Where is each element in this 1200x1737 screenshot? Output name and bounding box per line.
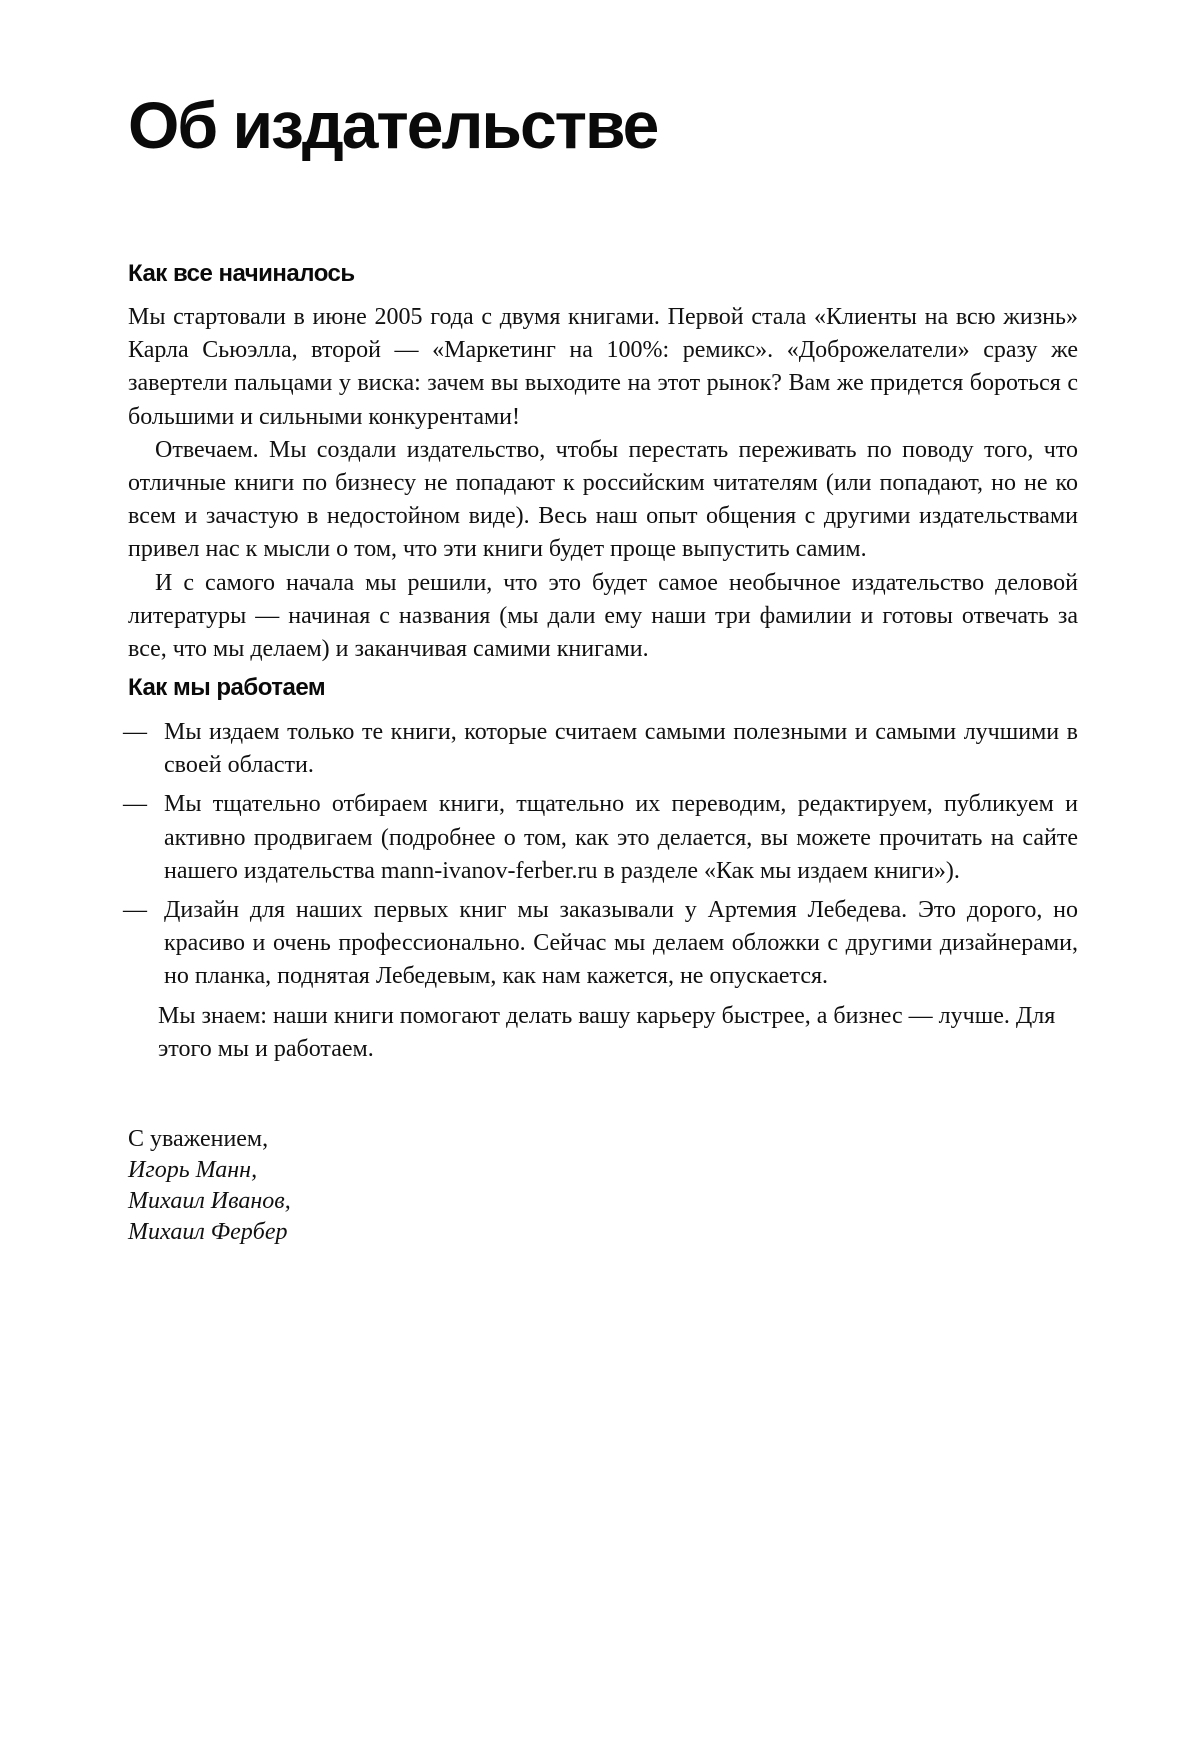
signature-block [128,1124,728,1248]
signature-name: Игорь Манн, [128,1157,258,1183]
closing-paragraph: Мы знаем: наши книги помогают делать вашу карьеру быстрее, а бизнес — лучше. Для этого мы и работаем. [158,1002,1056,1062]
paragraph: И с самого начала мы решили, что это будет самое необычное издательство деловой литературы — начиная с названия (мы дали ему наши три фамилии и готовы отвечать за все, что мы делаем) и заканчивая самими книгами. [128,569,1078,663]
list-item [123,716,1078,782]
page-title: Об издательстве [128,88,658,162]
signature-name: Михаил Фербер [128,1219,288,1245]
dash-bullet: — [123,719,147,745]
dash-bullet: — [123,897,147,924]
section-heading-work: Как мы работаем [128,674,326,701]
list-item [123,788,1078,888]
paragraph: Отвечаем. Мы создали издательство, чтобы перестать переживать по поводу того, что отличные книги по бизнесу не попадают к российским читателям (или попадают, но не ко всем и зачастую в недостойном виде). Весь наш опыт общения с другими издательствами привел нас к мысли о том, что эти книги будет проще выпустить самим. [128,436,1078,563]
list-item-text: Мы издаем только те книги, которые считаем самыми полезными и самыми лучшими в своей области. [164,719,1078,779]
section-heading-history: Как все начиналось [128,260,355,287]
dash-bullet: — [123,791,147,818]
list-item [123,894,1078,994]
section-how-we-work [123,674,1078,1066]
signature-name: Михаил Иванов, [128,1188,291,1214]
paragraph: Мы стартовали в июне 2005 года с двумя книгами. Первой стала «Клиенты на всю жизнь» Карла Сьюэлла, второй — «Маркетинг на 100%: ремикс». «Доброжелатели» сразу же завертели пальцами у виска: зачем вы выходите на этот рынок? Вам же придется бороться с большими и сильными конкурентами! [128,304,1078,430]
principles-list [123,716,1078,994]
list-item-text: Дизайн для наших первых книг мы заказывали у Артемия Лебедева. Это дорого, но красиво и очень профессионально. Сейчас мы делаем обложки с другими дизайнерами, но планка, поднятая Лебедевым, как нам кажется, не опускается. [164,897,1078,990]
signature-greeting: С уважением, [128,1126,269,1152]
list-item-text: Мы тщательно отбираем книги, тщательно их переводим, редактируем, публикуем и активно продвигаем (подробнее о том, как это делается, вы можете прочитать на сайте нашего издательства mann-ivanov-ferber.ru в разделе «Как мы издаем книги»). [164,791,1078,884]
section-history [128,262,1078,666]
